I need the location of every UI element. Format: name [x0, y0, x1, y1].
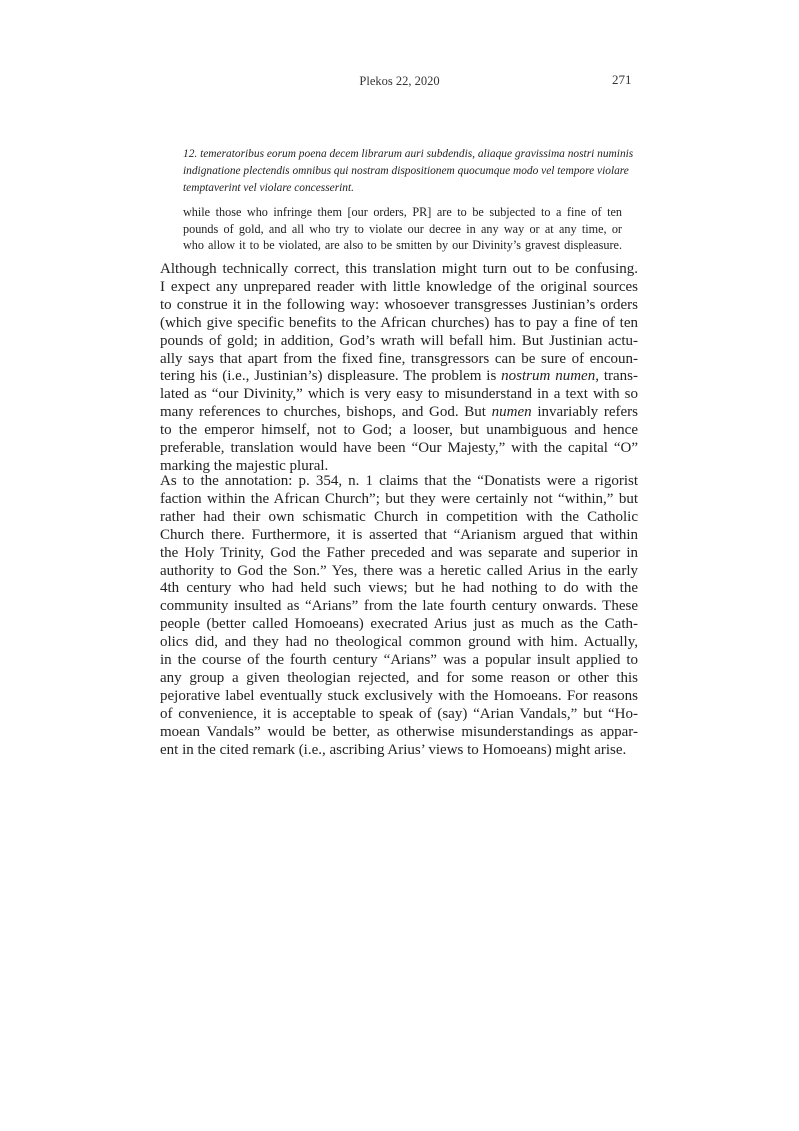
- text-line: any group a given theologian rejected, and for some reason or other this: [160, 669, 638, 686]
- text-line: pejorative label eventually stuck exclusively with the Homoeans. For reasons: [160, 687, 638, 704]
- running-title: Plekos 22, 2020: [359, 74, 440, 88]
- quote-line: who allow it to be violated, are also to be smitten by our Divinity’s gravest displeasure.: [183, 238, 622, 252]
- page-number: 271: [612, 72, 632, 87]
- text-line: faction within the African Church”; but they were certainly not “within,” but: [160, 490, 638, 507]
- text-line: to the emperor himself, not to God; a looser, but unambiguous and hence: [160, 422, 638, 439]
- text-line: ent in the cited remark (i.e., ascribing Arius’ views to Homoeans) might arise.: [160, 741, 627, 758]
- latin-quotation: [183, 146, 634, 197]
- text-line: in the course of the fourth century “Arians” was a popular insult applied to: [160, 652, 638, 669]
- text-line: [160, 368, 638, 386]
- text-line: people (better called Homoeans) execrated Arius just as much as the Cath-: [160, 616, 638, 633]
- text-segment: invariably refers: [531, 404, 638, 421]
- text-segment: tering his (i.e., Justinian’s) displeasure. The problem is: [160, 368, 502, 385]
- text-line: Although technically correct, this translation might turn out to be confusing.: [160, 261, 638, 277]
- text-segment: , trans-: [595, 368, 638, 385]
- quote-line: temptaverint vel violare concesserint.: [183, 182, 355, 194]
- text-line: 4th century who had held such views; but he had nothing to do with the: [160, 580, 638, 597]
- text-segment: many references to churches, bishops, and God. But: [160, 404, 492, 421]
- quote-line: while those who infringe them [our orders, PR] are to be subjected to a fine of ten: [183, 205, 622, 219]
- text-line: [160, 404, 638, 422]
- text-line: marking the majestic plural.: [160, 457, 329, 474]
- text-line: ally says that apart from the fixed fine, transgressors can be sure of encoun-: [160, 350, 638, 367]
- italic-term: numen: [491, 404, 532, 421]
- text-line: moean Vandals” would be better, as otherwise misunderstandings as appar-: [160, 723, 638, 740]
- text-line: olics did, and they had no theological common ground with him. Actually,: [160, 634, 638, 651]
- text-line: lated as “our Divinity,” which is very easy to misunderstand in a text with so: [160, 386, 638, 403]
- text-line: the Holy Trinity, God the Father preceded and was separate and superior in: [160, 544, 638, 561]
- text-line: preferable, translation would have been “Our Majesty,” with the capital “O”: [160, 440, 638, 457]
- body-paragraph-1: [160, 261, 638, 476]
- text-line: I expect any unprepared reader with little knowledge of the original sources: [160, 278, 638, 295]
- text-line: (which give specific benefits to the African churches) has to pay a fine of ten: [160, 314, 638, 331]
- text-line: pounds of gold; in addition, God’s wrath will befall him. But Justinian actu-: [160, 332, 638, 349]
- text-line: community insulted as “Arians” from the late fourth century onwards. These: [160, 598, 638, 615]
- translation-quotation: [183, 204, 622, 254]
- text-line: Church there. Furthermore, it is asserted that “Arianism argued that within: [160, 526, 638, 543]
- text-line: rather had their own schismatic Church in competition with the Catholic: [160, 508, 638, 525]
- text-line: As to the annotation: p. 354, n. 1 claims that the “Donatists were a rigorist: [160, 473, 638, 489]
- body-paragraph-2: [160, 473, 638, 760]
- text-line: of convenience, it is acceptable to speak of (say) “Arian Vandals,” but “Ho-: [160, 705, 638, 722]
- quote-line: 12. temeratoribus eorum poena decem librarum auri subdendis, aliaque gravissima nostri numinis: [183, 148, 634, 160]
- text-line: to construe it in the following way: whosoever transgresses Justinian’s orders: [160, 296, 638, 313]
- italic-term: nostrum numen: [501, 368, 596, 385]
- quote-line: indignatione plectendis omnibus qui nostram dispositionem quocumque modo vel tempore violare: [183, 165, 629, 177]
- text-line: authority to God the Son.” Yes, there was a heretic called Arius in the early: [160, 562, 638, 579]
- quote-line: pounds of gold, and all who try to violate our decree in any way or at any time, or: [183, 221, 622, 236]
